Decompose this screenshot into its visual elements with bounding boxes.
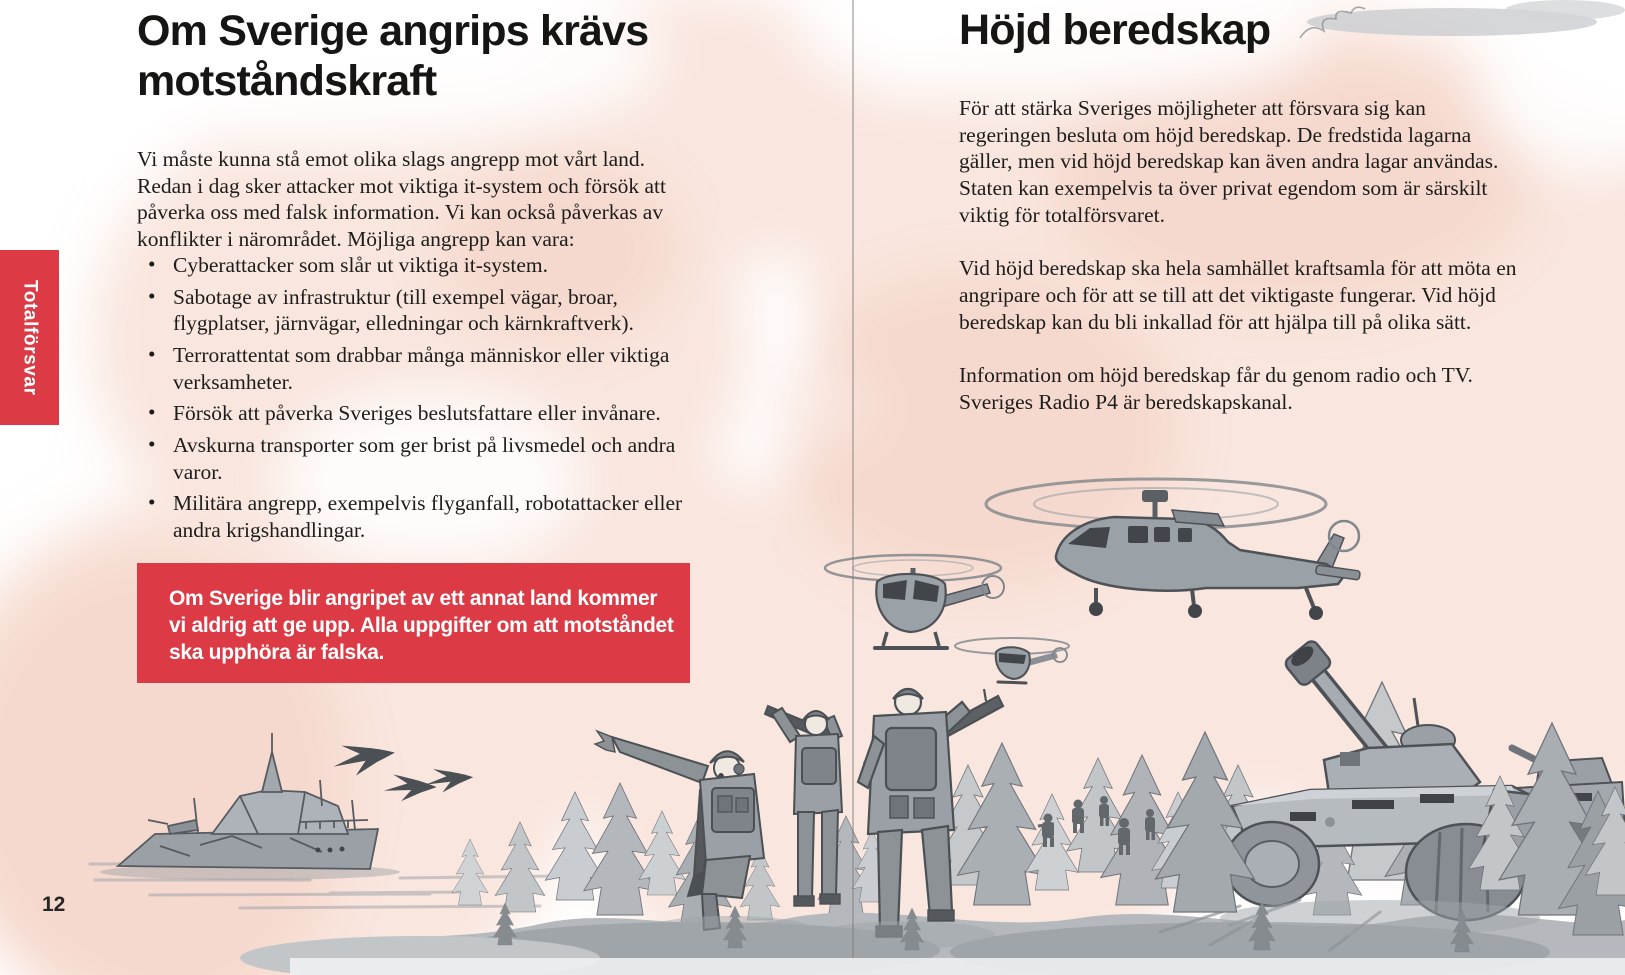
callout-text: Om Sverige blir angripet av ett annat land kommer vi aldrig att ge upp. Alla uppgifter om att motståndet ska upphöra är falska. xyxy=(169,587,674,664)
list-item: • Avskurna transporter som ger brist på livsmedel och andra varor. xyxy=(137,432,717,485)
right-page-body xyxy=(959,95,1521,443)
sidebar-tab-totalforsvar xyxy=(0,250,59,425)
list-item: • Försök att påverka Sveriges beslutsfattare eller invånare. xyxy=(137,400,717,427)
page-number: 12 xyxy=(42,893,66,916)
paragraph: Information om höjd beredskap får du genom radio och TV. Sveriges Radio P4 är beredskapskanal. xyxy=(959,363,1473,414)
intro-paragraph: Vi måste kunna stå emot olika slags angrepp mot vårt land. Redan i dag sker attacker mot viktiga it-system och försök att påverka oss med falsk information. Vi kan också påverkas av konflikter i närområdet. Möjliga angrepp kan vara: xyxy=(137,147,666,251)
list-item: • Sabotage av infrastruktur (till exempel vägar, broar, flygplatser, järnvägar, elledningar och kärnkraftverk). xyxy=(137,284,717,337)
paragraph: Vid höjd beredskap ska hela samhället kraftsamla för att möta en angripare och för att se till att det viktigaste fungerar. Vid höjd beredskap kan du bli inkallad för att hjälpa till på olika sätt. xyxy=(959,256,1517,334)
sidebar-tab-label: Totalförsvar xyxy=(19,279,41,396)
right-page-title: Höjd beredskap xyxy=(959,6,1271,54)
list-item: • Militära angrepp, exempelvis flyganfall, robotattacker eller andra krigshandlingar. xyxy=(137,490,717,543)
paragraph: För att stärka Sveriges möjligheter att försvara sig kan regeringen besluta om höjd beredskap. De fredstida lagarna gäller, men vid höjd beredskap kan även andra lagar användas. Staten kan exempelvis ta över privat egendom som är särskilt viktig för totalförsvaret. xyxy=(959,96,1499,227)
threat-list xyxy=(137,252,717,549)
callout-box xyxy=(137,563,690,683)
list-item: • Cyberattacker som slår ut viktiga it-system. xyxy=(137,252,717,279)
list-item: • Terrorattentat som drabbar många människor eller viktiga verksamheter. xyxy=(137,342,717,395)
left-page-title: Om Sverige angrips krävs motståndskraft xyxy=(137,7,649,106)
bottom-margin xyxy=(290,958,1625,975)
